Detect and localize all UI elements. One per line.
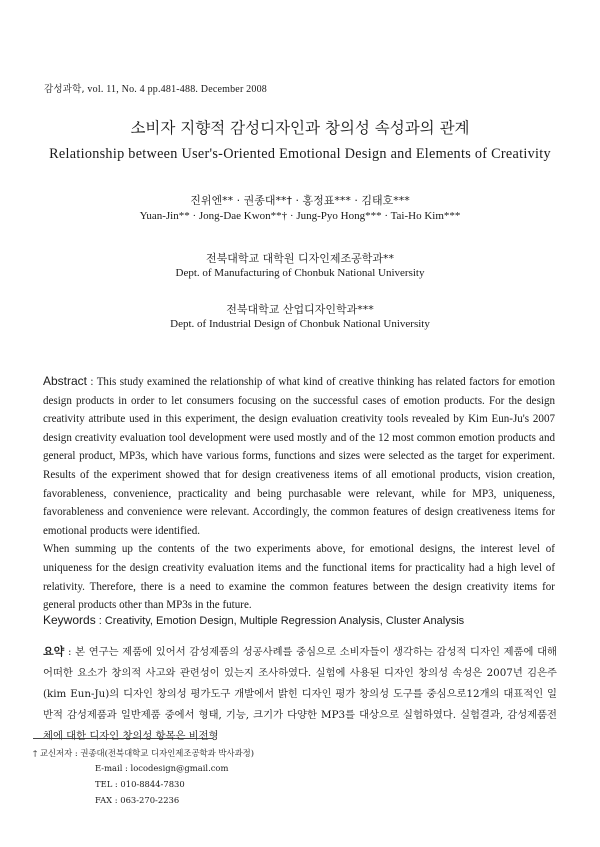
abstract-separator: : (87, 376, 97, 388)
footnote-tel: TEL : 010-8844-7830 (95, 779, 185, 789)
journal-citation (44, 81, 267, 95)
authors-english: Yuan-Jin** · Jong-Dae Kwon**† · Jung-Pyo Hong*** · Tai-Ho Kim*** (139, 210, 461, 222)
keywords-text: Creativity, Emotion Design, Multiple Regression Analysis, Cluster Analysis (104, 615, 465, 627)
abstract-paragraph-2: When summing up the contents of the two experiments above, for emotional designs, the interest level of uniqueness for the design creativity evaluation items and the functional items for practicality had a high level of relativity. Therefore, there is a need to examine the common features between the design creativity items for general products other than MP3s in the future. (43, 543, 555, 612)
footnote-email: E-mail : locodesign@gmail.com (95, 763, 229, 773)
footnote-corresponding-author: † 교신저자 : 권종대(전북대학교 디자인제조공학과 박사과정) (33, 748, 255, 758)
affiliation-1-korean: 전북대학교 대학원 디자인제조공학과** (205, 252, 394, 265)
abstract-text-1: This study examined the relationship of what kind of creative thinking has related factors for emotion design products in order to let consumers focusing on the successful cases of emotion products. For the design creativity attribute used in this experiment, the design evaluation creativity tools revealed by Kim Eun-Ju's 2007 design creativity evaluation tool development were used mostly and of the 12 most common emotion products and general product, MP3s, which have various forms, functions and sizes were selected as the target for experiment. Results of the experiment showed that for design creativeness items of all emotional products, vision creation, favorableness, convenience, practicality and being purchasable were relevant, while for MP3, uniqueness, favorableness and convenience were relevant. Accordingly, the common features of design creativeness items for emotional products were identified. (43, 376, 555, 537)
affiliation-2-korean: 전북대학교 산업디자인학과*** (226, 303, 374, 316)
journal-name: 감성과학, (44, 84, 85, 95)
keywords-separator: : (95, 615, 105, 627)
abstract-paragraph-1 (43, 372, 555, 540)
abstract (43, 372, 555, 615)
title-english: Relationship between User's-Oriented Emotional Design and Elements of Creativity (49, 146, 551, 162)
summary-label: 요약 (43, 645, 65, 658)
authors-korean: 진위엔** · 권종대**† · 홍정표*** · 김태호*** (190, 194, 410, 207)
keywords-label: Keywords (43, 613, 96, 627)
keywords (43, 613, 563, 627)
journal-volume: vol. 11, No. 4 pp.481-488. December 2008 (84, 84, 267, 95)
title-korean: 소비자 지향적 감성디자인과 창의성 속성과의 관계 (130, 119, 470, 137)
affiliation-2-english: Dept. of Industrial Design of Chonbuk National University (170, 318, 430, 330)
korean-summary (43, 641, 557, 747)
abstract-label: Abstract (43, 374, 88, 388)
footnote-fax: FAX : 063-270-2236 (95, 795, 180, 805)
affiliation-1-english: Dept. of Manufacturing of Chonbuk National University (175, 267, 425, 279)
footnote-divider (33, 738, 213, 739)
summary-text: 본 연구는 제품에 있어서 감성제품의 성공사례를 중심으로 소비자들이 생각하는 감성적 디자인 제품에 대해 어떠한 요소가 창의적 사고와 관련성이 있는지 조사하였다. 실험에 사용된 디자인 창의성 속성은 2007년 김은주(kim Eun-Ju)의 디자인 창의성 평가도구 개발에서 밝힌 디자인 평가 창의성 도구를 중심으로12개의 대표적인 일반적 감성제품과 일반제품 중에서 형태, 기능, 크기가 다양한 MP3를 대상으로 실험하였다. 실험결과, 감성제품전체에 대한 디자인 창의성 항목은 비전형 (43, 646, 557, 742)
summary-separator: : (64, 646, 76, 658)
